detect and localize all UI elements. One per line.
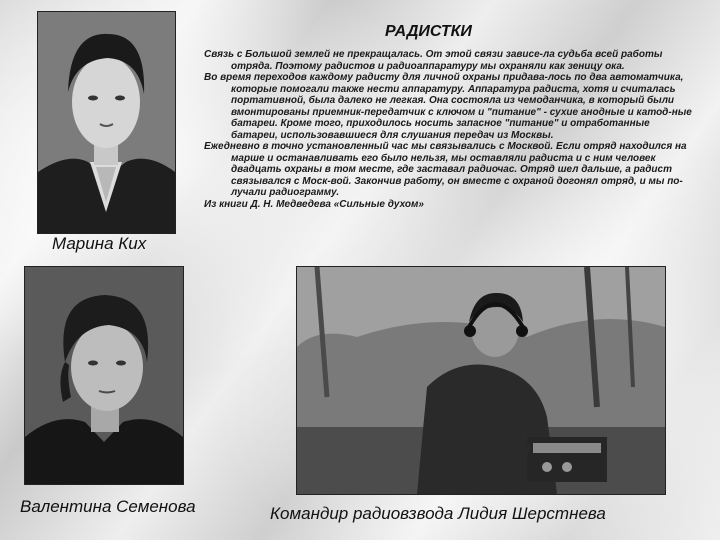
portrait-valentina-semenova	[24, 266, 184, 485]
page-title: РАДИСТКИ	[385, 23, 472, 40]
paragraph-3: Ежедневно в точно установленный час мы связывались с Москвой. Если отряд находился на марше и останавливать его было нельзя, мы оставляли радиста и с ним человек двадцать охраны в том месте, где заставал радиочас. Отряд шел дальше, а радист связывался с Моск-вой. Закончив работу, он вместе с охраной догонял отряд, и мы по-лучали радиограмму.	[204, 141, 687, 198]
quote-text-block	[204, 49, 699, 210]
caption-marina-kikh: Марина Ких	[52, 234, 147, 253]
photo-lidia-sherstneva	[296, 266, 666, 495]
caption-valentina-semenova: Валентина Семенова	[20, 497, 196, 516]
source-citation: Из книги Д. Н. Медведева «Сильные духом»	[204, 198, 424, 210]
paragraph-1: Связь с Большой землей не прекращалась. От этой связи зависе-ла судьба всей работы отряда. Поэтому радистов и радиоаппаратуру мы охраняли как зеницу ока.	[204, 49, 663, 72]
portrait-marina-kikh	[37, 11, 176, 234]
paragraph-2: Во время переходов каждому радисту для личной охраны придава-лось по два автоматчика, которые помогали также нести аппаратуру. Аппаратура радиста, хотя и считалась портативной, была далеко не легкая. Она состояла из чемоданчика, в который были вмонтированы приемник-передатчик с ключом и "питание" - сухие анодные и катод-ные батареи. Кроме того, приходилось носить запасное "питание" и отработанные батареи, использовавшиеся для слушания передач из Москвы.	[204, 72, 692, 141]
caption-lidia-sherstneva: Командир радиовзвода Лидия Шерстнева	[270, 504, 606, 523]
